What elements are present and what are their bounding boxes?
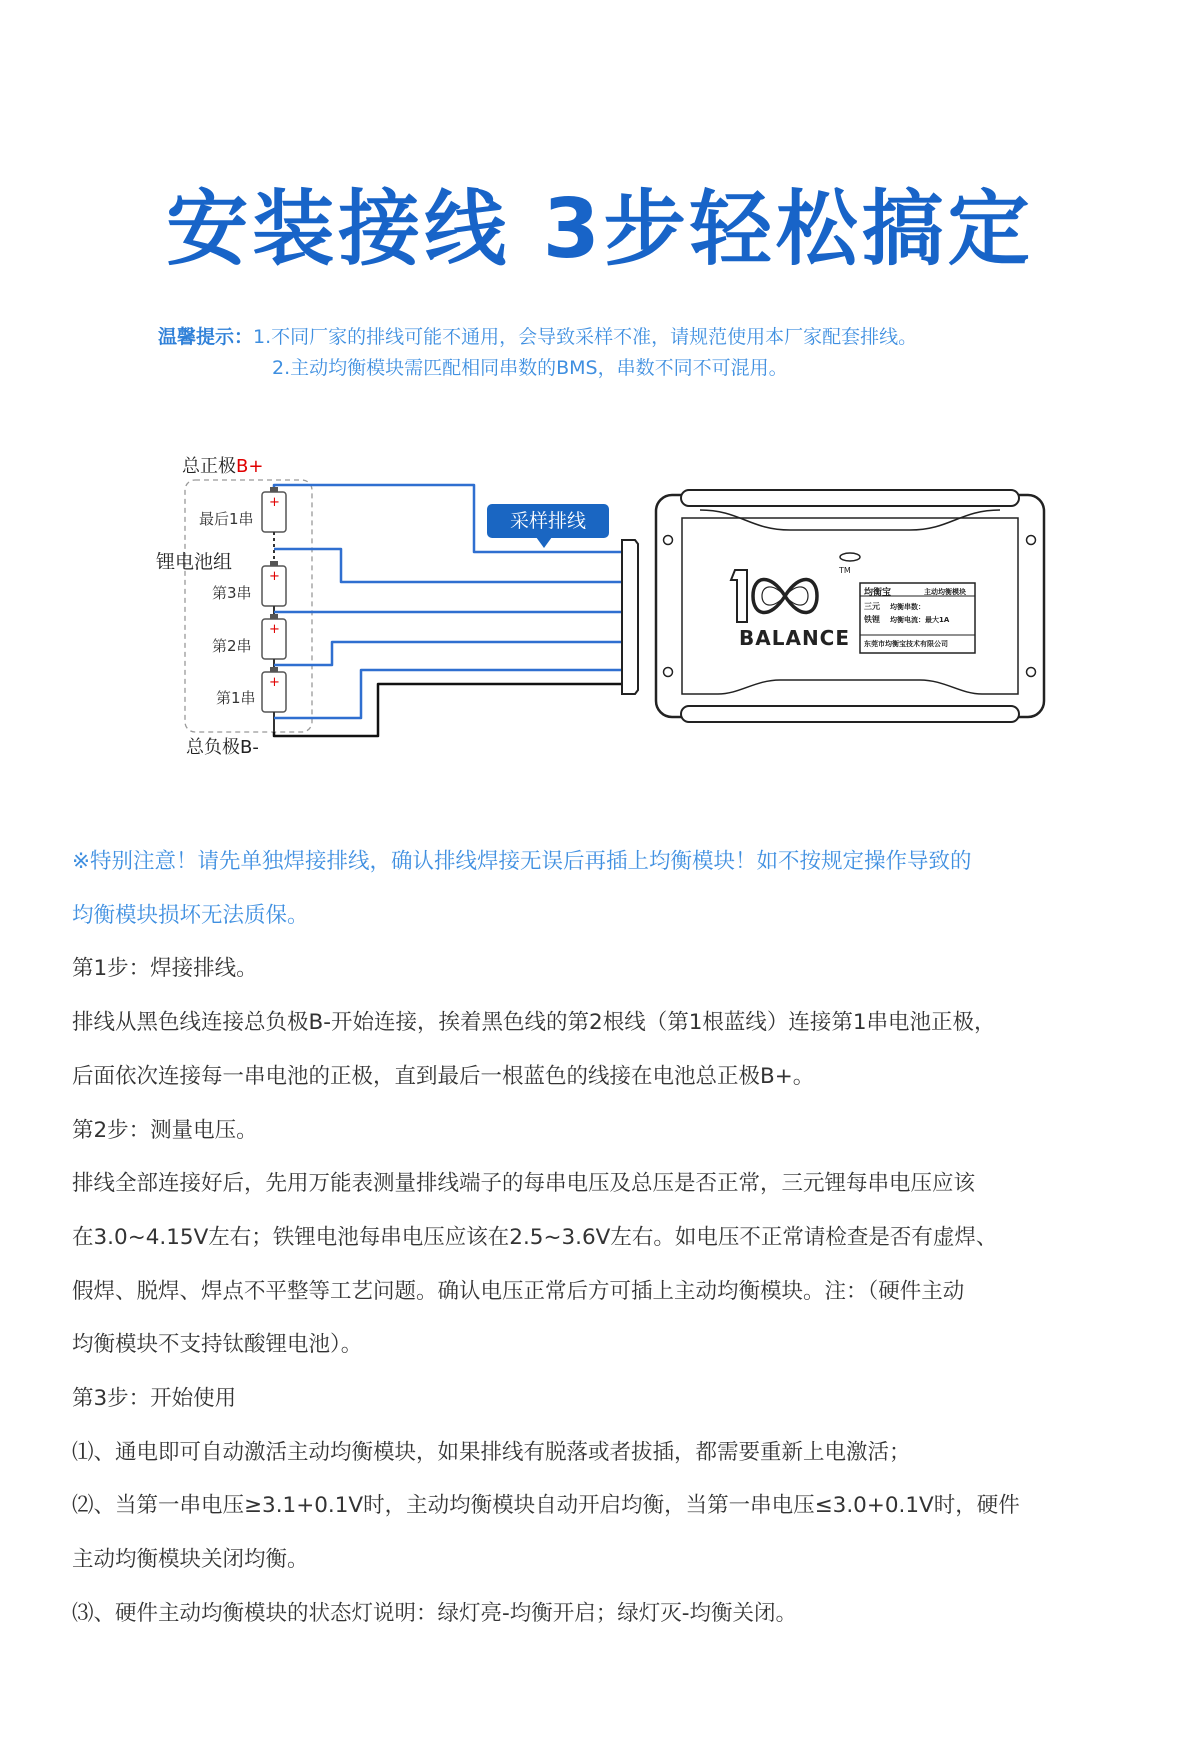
- wire-last-cell: [274, 549, 625, 582]
- cell-label-last: 最后1串: [199, 510, 254, 528]
- warning-line-2: 均衡模块损坏无法质保。: [72, 902, 309, 928]
- instructions: [72, 835, 1132, 1641]
- plus-mark-3: +: [269, 569, 280, 584]
- label-row1-left: 三元: [864, 602, 880, 611]
- warning-line-1: ※特别注意！请先单独焊接排线，确认排线焊接无误后再插上均衡模块！如不按规定操作导致的: [72, 849, 972, 874]
- plus-mark-1: +: [269, 675, 280, 690]
- tip-label: 温馨提示：: [158, 326, 254, 348]
- step2-line-3: 假焊、脱焊、焊点不平整等工艺问题。确认电压正常后方可插上主动均衡模块。注：（硬件主动: [72, 1278, 965, 1304]
- step3-item-2-line-1: ⑵、当第一串电压≥3.1+0.1V时，主动均衡模块自动开启均衡，当第一串电压≤3.0+0.1V时，硬件: [72, 1493, 1020, 1519]
- step1-title: 第1步：焊接排线。: [72, 956, 258, 982]
- wire-cell-2: [274, 642, 625, 665]
- page-title: 安装接线 3步轻松搞定: [166, 182, 1034, 277]
- tip-line-1: [158, 322, 917, 353]
- positive-terminal-label: 总正极B+: [182, 456, 264, 477]
- plus-mark-2: +: [269, 622, 280, 637]
- plus-mark-last: +: [269, 495, 280, 510]
- trademark-mark: TM: [839, 566, 851, 575]
- wiring-svg: [0, 430, 1200, 770]
- negative-terminal-label: 总负极B-: [186, 737, 259, 758]
- step1-line-1: 排线从黑色线连接总负极B-开始连接，挨着黑色线的第2根线（第1根蓝线）连接第1串电池正极，: [72, 1010, 996, 1036]
- label-row2-right: 均衡电流：最大1A: [890, 616, 950, 624]
- step3-item-2-line-2: 主动均衡模块关闭均衡。: [72, 1547, 309, 1573]
- tip-text-1: 1.不同厂家的排线可能不通用，会导致采样不准，请规范使用本厂家配套排线。: [253, 326, 918, 348]
- wire-bminus: [274, 684, 625, 736]
- step2-title: 第2步：测量电压。: [72, 1117, 258, 1143]
- battery-pack-label: 锂电池组: [156, 551, 233, 573]
- step2-line-1: 排线全部连接好后，先用万能表测量排线端子的每串电压及总压是否正常，三元锂每串电压应该: [72, 1171, 976, 1197]
- balance-module: [656, 490, 1044, 722]
- connector-plug: [622, 540, 638, 694]
- step3-item-1: ⑴、通电即可自动激活主动均衡模块，如果排线有脱落或者拔插，都需要重新上电激活；: [72, 1439, 911, 1465]
- tip-text-2: 2.主动均衡模块需匹配相同串数的BMS，串数不同不可混用。: [272, 357, 788, 379]
- label-row2-left: 铁锂: [864, 615, 880, 624]
- step2-line-4: 均衡模块不支持钛酸锂电池）。: [72, 1332, 363, 1358]
- label-brand: 均衡宝: [864, 588, 892, 598]
- wiring-diagram: [0, 430, 1200, 770]
- logo-text: BALANCE: [739, 626, 851, 650]
- step2-line-2: 在3.0~4.15V左右；铁锂电池每串电压应该在2.5~3.6V左右。如电压不正常请检查是否有虚焊、: [72, 1224, 998, 1250]
- step3-item-3: ⑶、硬件主动均衡模块的状态灯说明：绿灯亮-均衡开启；绿灯灭-均衡关闭。: [72, 1600, 798, 1626]
- wire-cell-1: [274, 670, 625, 718]
- step1-line-2: 后面依次连接每一串电池的正极，直到最后一根蓝色的线接在电池总正极B+。: [72, 1063, 815, 1089]
- label-company: 东莞市均衡宝技术有限公司: [864, 640, 948, 648]
- label-product: 主动均衡模块: [924, 588, 966, 596]
- sampling-cable-tag: 采样排线: [487, 504, 609, 538]
- label-row1-right: 均衡串数：: [890, 603, 925, 611]
- tag-pointer: [536, 537, 552, 548]
- tips-block: [158, 322, 917, 384]
- cell-label-1: 第1串: [216, 689, 256, 707]
- cell-label-3: 第3串: [212, 584, 252, 602]
- step3-title: 第3步：开始使用: [72, 1386, 237, 1412]
- cell-label-2: 第2串: [212, 637, 252, 655]
